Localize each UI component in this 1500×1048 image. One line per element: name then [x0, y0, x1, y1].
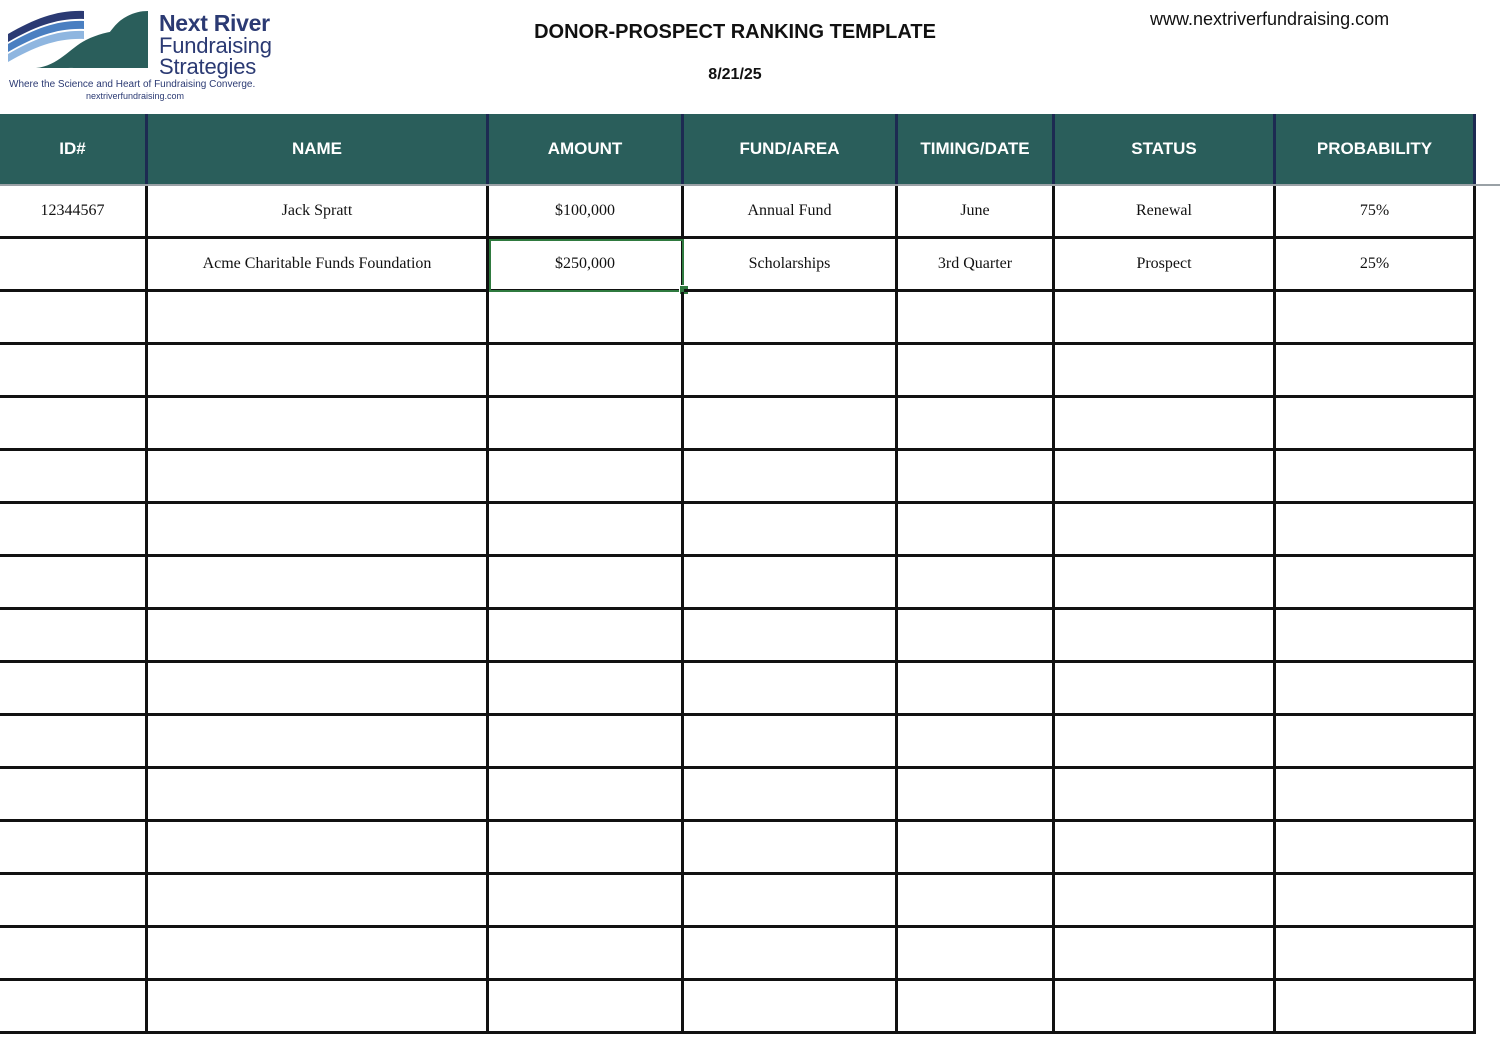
cell-probability[interactable]: [1276, 875, 1476, 928]
cell-amount[interactable]: [489, 875, 684, 928]
table-row: [0, 875, 1476, 928]
cell-fund-area[interactable]: [684, 663, 898, 716]
cell-probability[interactable]: 75%: [1276, 186, 1476, 239]
cell-id[interactable]: [0, 504, 148, 557]
cell-fund-area[interactable]: Annual Fund: [684, 186, 898, 239]
cell-status[interactable]: [1055, 610, 1276, 663]
table-row: [0, 663, 1476, 716]
selected-cell-amount[interactable]: $250,000: [489, 239, 684, 292]
cell-fund-area[interactable]: [684, 557, 898, 610]
cell-timing-date[interactable]: [898, 610, 1055, 663]
cell-name[interactable]: Acme Charitable Funds Foundation: [148, 239, 489, 292]
cell-amount[interactable]: [489, 398, 684, 451]
document-title: DONOR-PROSPECT RANKING TEMPLATE: [534, 21, 936, 43]
cell-timing-date[interactable]: [898, 822, 1055, 875]
cell-fund-area[interactable]: [684, 451, 898, 504]
cell-name[interactable]: Jack Spratt: [148, 186, 489, 239]
cell-status[interactable]: [1055, 345, 1276, 398]
cell-fund-area[interactable]: [684, 504, 898, 557]
cell-name[interactable]: [148, 981, 489, 1034]
cell-amount[interactable]: [489, 716, 684, 769]
cell-probability[interactable]: [1276, 557, 1476, 610]
document-date: 8/21/25: [708, 66, 762, 83]
cell-status[interactable]: [1055, 928, 1276, 981]
cell-timing-date[interactable]: [898, 398, 1055, 451]
cell-id[interactable]: [0, 398, 148, 451]
cell-fund-area[interactable]: [684, 716, 898, 769]
cell-timing-date[interactable]: June: [898, 186, 1055, 239]
cell-id[interactable]: [0, 716, 148, 769]
cell-timing-date[interactable]: [898, 981, 1055, 1034]
cell-id[interactable]: [0, 451, 148, 504]
cell-id[interactable]: [0, 928, 148, 981]
cell-timing-date[interactable]: [898, 769, 1055, 822]
cell-name[interactable]: [148, 345, 489, 398]
cell-name[interactable]: [148, 292, 489, 345]
cell-amount[interactable]: [489, 663, 684, 716]
cell-fund-area[interactable]: [684, 928, 898, 981]
table-row: [0, 451, 1476, 504]
cell-amount[interactable]: [489, 822, 684, 875]
cell-amount[interactable]: [489, 557, 684, 610]
cell-status[interactable]: [1055, 557, 1276, 610]
table-row: [0, 557, 1476, 610]
cell-status[interactable]: [1055, 663, 1276, 716]
table-row: [0, 186, 1476, 239]
cell-id[interactable]: [0, 610, 148, 663]
cell-id[interactable]: [0, 822, 148, 875]
table-row: [0, 239, 1476, 292]
cell-amount[interactable]: [489, 504, 684, 557]
cell-fund-area[interactable]: [684, 398, 898, 451]
company-logo: [6, 6, 286, 101]
cell-name[interactable]: [148, 928, 489, 981]
cell-timing-date[interactable]: [898, 504, 1055, 557]
cell-name[interactable]: [148, 504, 489, 557]
cell-fund-area[interactable]: [684, 981, 898, 1034]
cell-timing-date[interactable]: [898, 663, 1055, 716]
cell-probability[interactable]: [1276, 292, 1476, 345]
table-row: [0, 504, 1476, 557]
table-row: [0, 398, 1476, 451]
cell-probability[interactable]: [1276, 663, 1476, 716]
cell-timing-date[interactable]: [898, 345, 1055, 398]
cell-probability[interactable]: [1276, 822, 1476, 875]
cell-fund-area[interactable]: [684, 610, 898, 663]
cell-status[interactable]: [1055, 504, 1276, 557]
cell-timing-date[interactable]: [898, 928, 1055, 981]
brand-url: nextriverfundraising.com: [86, 91, 185, 101]
cell-status[interactable]: [1055, 716, 1276, 769]
cell-probability[interactable]: [1276, 610, 1476, 663]
cell-fund-area[interactable]: [684, 769, 898, 822]
column-header-timing-date[interactable]: TIMING/DATE: [898, 114, 1055, 184]
cell-timing-date[interactable]: [898, 557, 1055, 610]
cell-amount[interactable]: [489, 981, 684, 1034]
column-header-id[interactable]: ID#: [0, 114, 148, 184]
cell-amount[interactable]: [489, 928, 684, 981]
cell-status[interactable]: [1055, 398, 1276, 451]
cell-probability[interactable]: [1276, 769, 1476, 822]
cell-probability[interactable]: [1276, 716, 1476, 769]
cell-probability[interactable]: [1276, 928, 1476, 981]
cell-name[interactable]: [148, 875, 489, 928]
cell-amount[interactable]: [489, 345, 684, 398]
cell-name[interactable]: [148, 822, 489, 875]
cell-id[interactable]: [0, 981, 148, 1034]
cell-id[interactable]: [0, 292, 148, 345]
cell-amount[interactable]: $100,000: [489, 186, 684, 239]
table-row: [0, 769, 1476, 822]
cell-name[interactable]: [148, 557, 489, 610]
cell-amount[interactable]: [489, 292, 684, 345]
cell-fund-area[interactable]: [684, 345, 898, 398]
cell-fund-area[interactable]: Scholarships: [684, 239, 898, 292]
cell-amount[interactable]: [489, 451, 684, 504]
brand-tagline: Where the Science and Heart of Fundraising Converge.: [9, 79, 256, 90]
cell-id[interactable]: [0, 557, 148, 610]
cell-status[interactable]: Renewal: [1055, 186, 1276, 239]
cell-id[interactable]: [0, 345, 148, 398]
cell-timing-date[interactable]: [898, 292, 1055, 345]
cell-status[interactable]: [1055, 292, 1276, 345]
cell-name[interactable]: [148, 716, 489, 769]
cell-name[interactable]: [148, 451, 489, 504]
cell-status[interactable]: [1055, 981, 1276, 1034]
cell-probability[interactable]: 25%: [1276, 239, 1476, 292]
cell-timing-date[interactable]: 3rd Quarter: [898, 239, 1055, 292]
column-header-amount[interactable]: AMOUNT: [489, 114, 684, 184]
cell-status[interactable]: [1055, 875, 1276, 928]
table-row: [0, 822, 1476, 875]
table-row: [0, 292, 1476, 345]
column-header-name[interactable]: NAME: [148, 114, 489, 184]
cell-id[interactable]: [0, 663, 148, 716]
column-header-status[interactable]: STATUS: [1055, 114, 1276, 184]
table-row: [0, 345, 1476, 398]
cell-id[interactable]: [0, 875, 148, 928]
cell-probability[interactable]: [1276, 398, 1476, 451]
cell-fund-area[interactable]: [684, 292, 898, 345]
cell-probability[interactable]: [1276, 345, 1476, 398]
brand-name: Next River: [159, 10, 270, 36]
cell-status[interactable]: [1055, 769, 1276, 822]
cell-amount[interactable]: [489, 769, 684, 822]
cell-timing-date[interactable]: [898, 451, 1055, 504]
website-url: www.nextriverfundraising.com: [1150, 9, 1390, 29]
cell-probability[interactable]: [1276, 451, 1476, 504]
column-header-probability[interactable]: PROBABILITY: [1276, 114, 1476, 184]
cell-probability[interactable]: [1276, 504, 1476, 557]
cell-timing-date[interactable]: [898, 716, 1055, 769]
cell-status[interactable]: Prospect: [1055, 239, 1276, 292]
table-row: [0, 928, 1476, 981]
brand-line-strategies: Strategies: [159, 54, 257, 79]
cell-id[interactable]: [0, 769, 148, 822]
cell-name[interactable]: [148, 610, 489, 663]
cell-fund-area[interactable]: [684, 875, 898, 928]
cell-timing-date[interactable]: [898, 875, 1055, 928]
cell-id[interactable]: 12344567: [0, 186, 148, 239]
cell-name[interactable]: [148, 769, 489, 822]
table-row: [0, 716, 1476, 769]
cell-fund-area[interactable]: [684, 822, 898, 875]
cell-name[interactable]: [148, 398, 489, 451]
cell-amount[interactable]: [489, 610, 684, 663]
cell-status[interactable]: [1055, 822, 1276, 875]
table-row: [0, 981, 1476, 1034]
column-header-fund-area[interactable]: FUND/AREA: [684, 114, 898, 184]
brand-line-fundraising: Fundraising: [159, 33, 272, 58]
cell-id[interactable]: [0, 239, 148, 292]
table-row: [0, 610, 1476, 663]
cell-status[interactable]: [1055, 451, 1276, 504]
cell-probability[interactable]: [1276, 981, 1476, 1034]
cell-name[interactable]: [148, 663, 489, 716]
